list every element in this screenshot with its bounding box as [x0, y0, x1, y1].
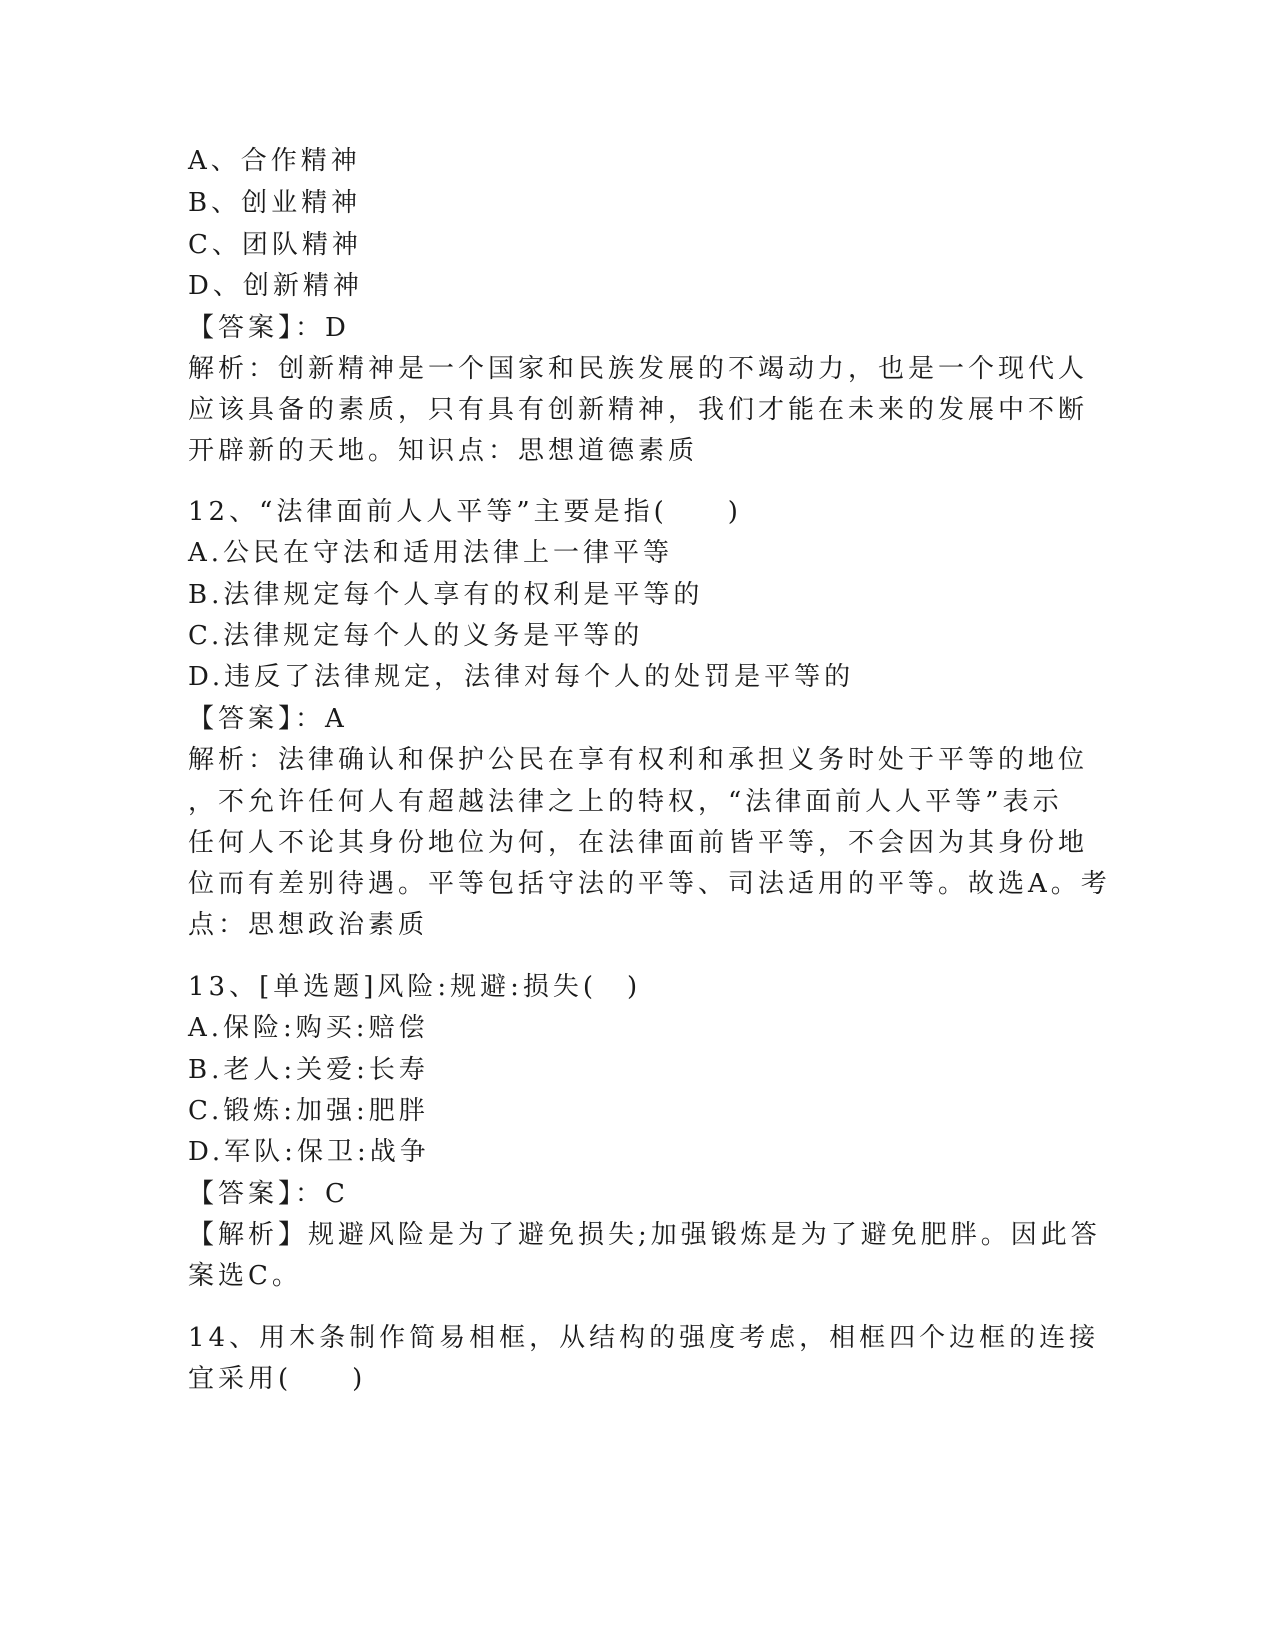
q11-option-d: D、创新精神: [188, 271, 363, 301]
q12-analysis-line-2: ，不允许任何人有超越法律之上的特权，“法律面前人人平等”表示: [188, 787, 1063, 817]
q13-question: 13、[单选题]风险:规避:损失( ): [188, 972, 642, 1002]
q11-analysis-line-2: 应该具备的素质，只有具有创新精神，我们才能在未来的发展中不断: [188, 395, 1089, 425]
q13-option-a: A.保险:购买:赔偿: [188, 1013, 429, 1043]
q14-question-line-2: 宜采用( ): [188, 1364, 367, 1394]
q12-analysis-line-4: 位而有差别待遇。平等包括守法的平等、司法适用的平等。故选A。考: [188, 869, 1111, 899]
q13-answer: 【答案】：C: [188, 1179, 349, 1209]
q13-analysis-line-1: 【解析】规避风险是为了避免损失;加强锻炼是为了避免肥胖。因此答: [188, 1220, 1101, 1250]
q12-analysis-line-3: 任何人不论其身份地位为何，在法律面前皆平等，不会因为其身份地: [188, 828, 1089, 858]
q12-analysis-line-1: 解析：法律确认和保护公民在享有权利和承担义务时处于平等的地位: [188, 745, 1089, 775]
q12-question: 12、“法律面前人人平等”主要是指( ): [188, 497, 742, 527]
q12-answer: 【答案】：A: [188, 704, 348, 734]
q12-option-d: D.违反了法律规定，法律对每个人的处罚是平等的: [188, 662, 855, 692]
q13-option-c: C.锻炼:加强:肥胖: [188, 1096, 429, 1126]
q11-answer: 【答案】：D: [188, 313, 350, 343]
q13-analysis-line-2: 案选C。: [188, 1261, 302, 1291]
q12-option-a: A.公民在守法和适用法律上一律平等: [188, 538, 674, 568]
q11-option-c: C、团队精神: [188, 230, 362, 260]
q13-option-b: B.老人:关爱:长寿: [188, 1055, 429, 1085]
q13-option-d: D.军队:保卫:战争: [188, 1137, 430, 1167]
q14-question-line-1: 14、用木条制作简易相框，从结构的强度考虑，相框四个边框的连接: [188, 1323, 1100, 1353]
q11-analysis-line-1: 解析：创新精神是一个国家和民族发展的不竭动力，也是一个现代人: [188, 354, 1089, 384]
q12-option-b: B.法律规定每个人享有的权利是平等的: [188, 580, 704, 610]
q11-analysis-line-3: 开辟新的天地。知识点：思想道德素质: [188, 436, 699, 466]
q12-option-c: C.法律规定每个人的义务是平等的: [188, 621, 644, 651]
q12-analysis-line-5: 点：思想政治素质: [188, 910, 429, 940]
q11-option-b: B、创业精神: [188, 188, 362, 218]
q11-option-a: A、合作精神: [188, 146, 361, 176]
